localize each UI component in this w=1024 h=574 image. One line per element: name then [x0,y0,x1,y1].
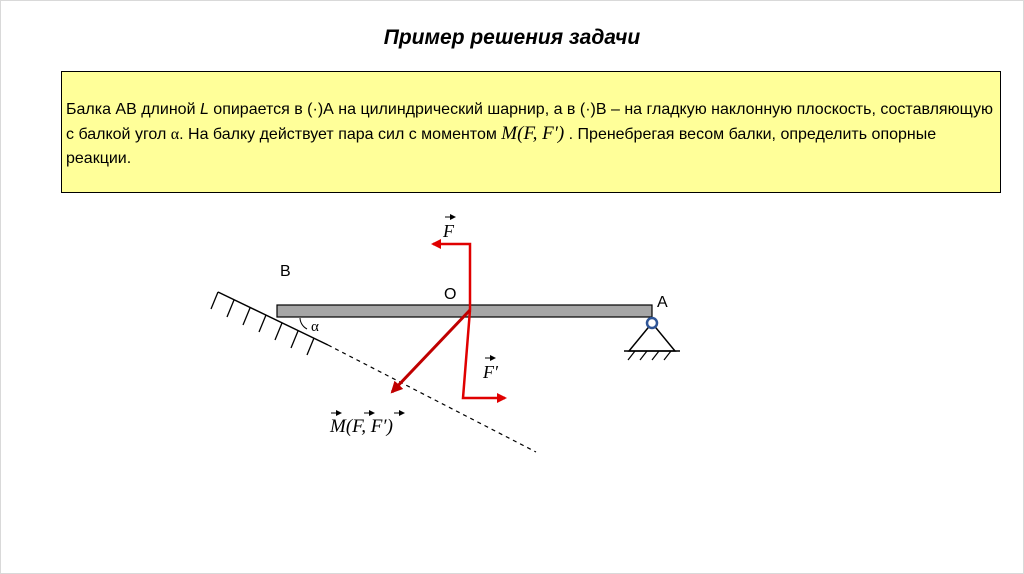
label-f-bottom: F′ [483,362,498,382]
slide-title: Пример решения задачи [383,26,641,49]
problem-part-4: . Пренебрегая весом балки, определить опорные реакции. [66,126,937,167]
problem-part-1: Балка АВ длиной [66,101,200,118]
label-f-top: F [443,221,454,241]
label-moment: M(F, F′) [330,416,393,437]
pin-support-a [624,318,680,360]
length-symbol: L [199,101,209,118]
angle-symbol: α [170,126,180,143]
label-a: A [657,294,668,311]
angle-arc [300,318,307,329]
hinge-circle [647,318,657,328]
label-b: B [280,263,291,280]
inclined-plane-hatching [211,292,314,355]
moment-vector [392,310,470,392]
force-f-bottom [463,310,505,398]
label-o: O [444,286,457,303]
label-alpha: α [311,319,319,335]
moment-expression: M(F, F′) [501,123,565,144]
problem-part-3: . На балку действует пара сил с моментом [179,126,502,143]
problem-part-2: опирается в (·)А на цилиндрический шарнир, а в (·)В – на гладкую наклонную плоскость, составляющую с балкой угол [66,101,993,143]
